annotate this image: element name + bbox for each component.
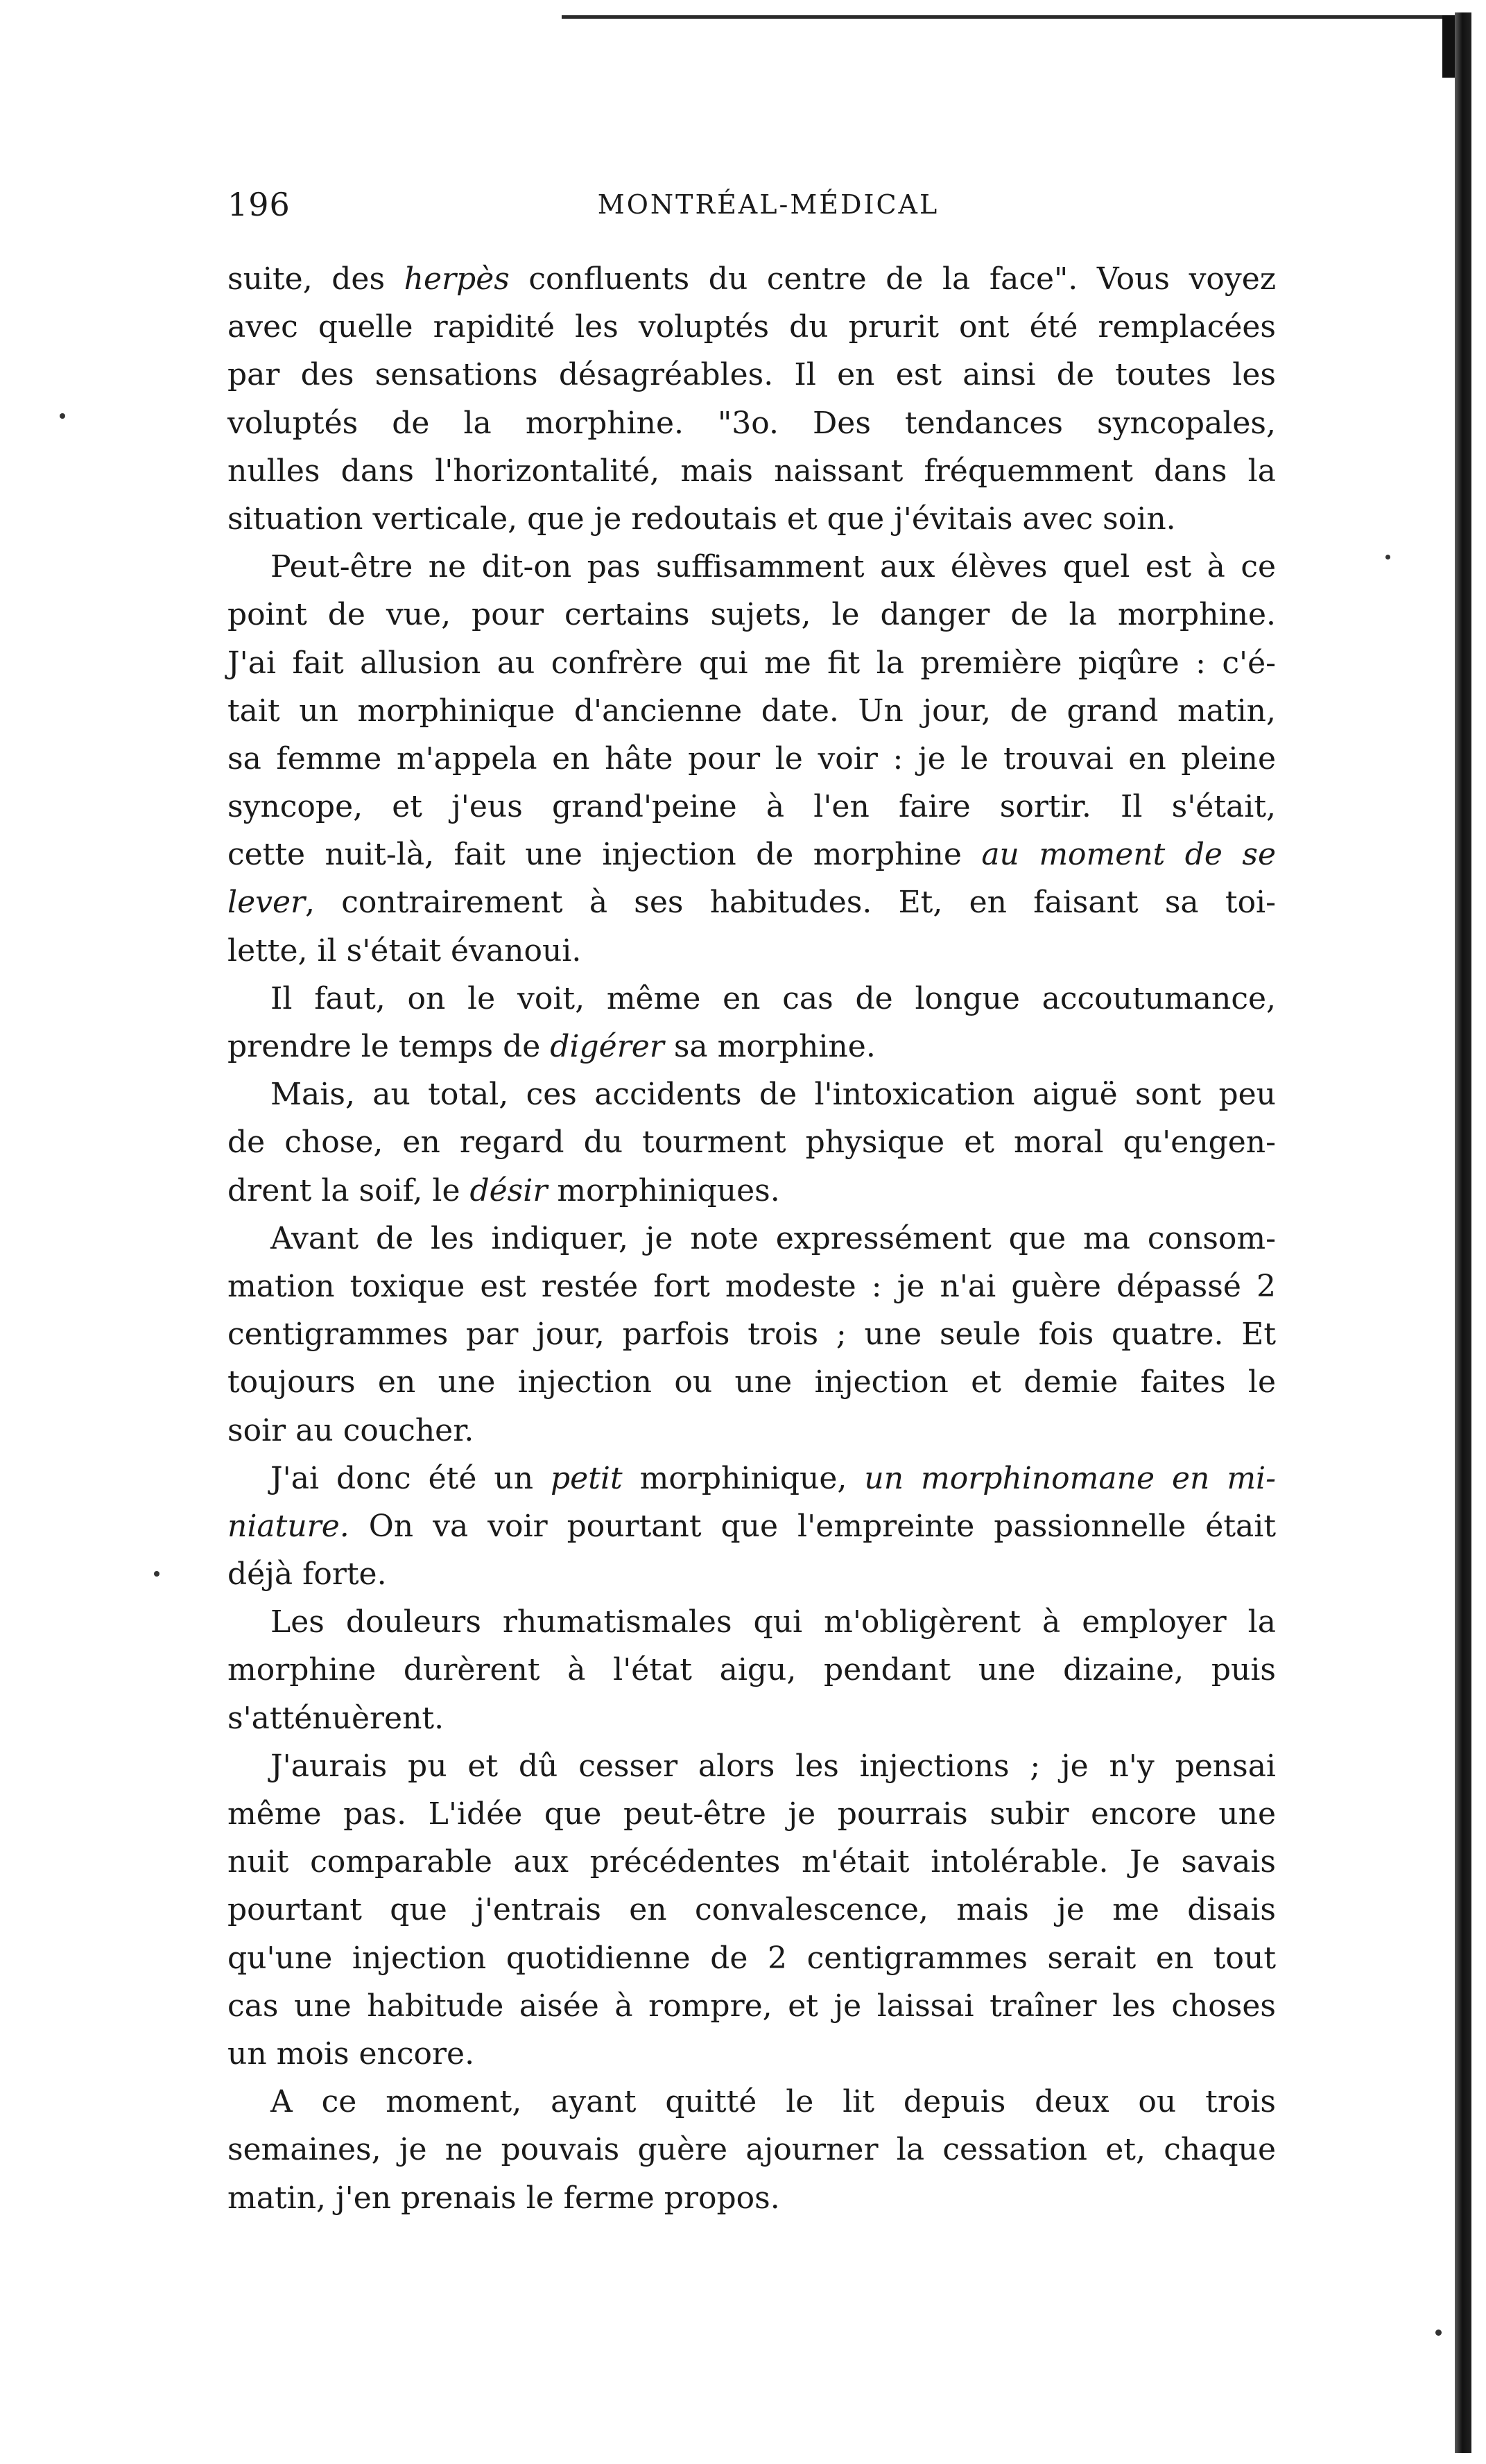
text-segment: morphinique, <box>622 1460 865 1496</box>
text-segment: morphine durèrent à l'état aigu, pendant une dizaine, puis <box>227 1652 1276 1688</box>
text-segment: s'atténuèrent. <box>227 1700 444 1736</box>
scan-speck <box>1385 555 1390 559</box>
text-segment: A ce moment, ayant quitté le lit depuis deux ou trois <box>270 2084 1276 2120</box>
scan-speck <box>154 1571 159 1577</box>
scan-speck <box>1435 2329 1442 2336</box>
text-segment: tait un morphinique d'ancienne date. Un jour, de grand matin, <box>227 693 1276 729</box>
text-segment: Peut-être ne dit-on pas suffisamment aux élèves quel est à ce <box>270 549 1276 585</box>
text-line <box>227 447 1276 495</box>
text-line <box>227 1646 1276 1694</box>
text-segment: confluents du centre de la face". Vous voyez <box>509 261 1276 297</box>
text-line <box>227 1215 1276 1263</box>
text-segment: par des sensations désagréables. Il en est ainsi de toutes les <box>227 357 1276 393</box>
text-segment: qu'une injection quotidienne de 2 centigrammes serait en tout <box>227 1940 1276 1976</box>
text-segment: morphiniques. <box>547 1172 780 1208</box>
text-line <box>227 1790 1276 1838</box>
scan-top-rule <box>562 15 1449 19</box>
text-segment: Mais, au total, ces accidents de l'intoxication aiguë sont peu <box>270 1077 1276 1113</box>
text-segment: un mois encore. <box>227 2036 475 2072</box>
text-line <box>227 1694 1276 1742</box>
text-segment: nulles dans l'horizontalité, mais naissant fréquemment dans la <box>227 453 1276 489</box>
text-line <box>227 495 1276 543</box>
text-segment: semaines, je ne pouvais guère ajourner la cessation et, chaque <box>227 2132 1276 2168</box>
italic-text: petit <box>551 1460 623 1496</box>
text-segment: toujours en une injection ou une injection et demie faites le <box>227 1364 1276 1400</box>
text-line <box>227 2174 1276 2222</box>
text-segment: matin, j'en prenais le ferme propos. <box>227 2180 780 2216</box>
text-line <box>227 2030 1276 2078</box>
text-line <box>227 2078 1276 2126</box>
text-line <box>227 927 1276 975</box>
scan-speck <box>60 413 65 419</box>
text-line <box>227 831 1276 878</box>
text-line <box>227 878 1276 926</box>
text-segment: cette nuit-là, fait une injection de morphine <box>227 837 982 873</box>
text-line <box>227 1118 1276 1166</box>
text-segment: centigrammes par jour, parfois trois ; une seule fois quatre. Et <box>227 1317 1276 1353</box>
italic-text: désir <box>469 1172 548 1208</box>
text-segment: J'aurais pu et dû cesser alors les injections ; je n'y pensai <box>270 1748 1276 1784</box>
scan-right-edge <box>1455 12 1471 2453</box>
running-head: MONTRÉAL-MÉDICAL <box>597 189 940 220</box>
text-line <box>227 1023 1276 1070</box>
text-line <box>227 591 1276 639</box>
text-segment: mation toxique est restée fort modeste : je n'ai guère dépassé 2 <box>227 1268 1276 1304</box>
text-segment: lette, il s'était évanoui. <box>227 932 582 969</box>
text-line <box>227 1455 1276 1502</box>
text-segment: syncope, et j'eus grand'peine à l'en faire sortir. Il s'était, <box>227 789 1276 825</box>
text-line <box>227 1263 1276 1310</box>
text-line <box>227 1502 1276 1550</box>
text-line <box>227 543 1276 591</box>
text-line <box>227 1838 1276 1886</box>
text-segment: Les douleurs rhumatismales qui m'obligèrent à employer la <box>270 1604 1276 1640</box>
text-line <box>227 1934 1276 1982</box>
text-segment: déjà forte. <box>227 1556 387 1593</box>
text-line <box>227 783 1276 831</box>
text-segment: J'ai donc été un <box>270 1460 551 1496</box>
text-line <box>227 1982 1276 2030</box>
text-line <box>227 1886 1276 1934</box>
text-segment: de chose, en regard du tourment physique et moral qu'engen- <box>227 1125 1276 1161</box>
text-line <box>227 255 1276 303</box>
text-line <box>227 1310 1276 1358</box>
text-segment: sa morphine. <box>664 1029 876 1064</box>
text-line <box>227 1407 1276 1455</box>
text-segment: Il faut, on le voit, même en cas de longue accoutumance, <box>270 980 1276 1016</box>
text-segment: cas une habitude aisée à rompre, et je laissai traîner les choses <box>227 1988 1276 2024</box>
body-text <box>227 255 1276 2222</box>
text-segment: situation verticale, que je redoutais et que j'évitais avec soin. <box>227 501 1176 537</box>
text-line <box>227 303 1276 351</box>
text-segment: même pas. L'idée que peut-être je pourrais subir encore une <box>227 1796 1276 1832</box>
text-segment: Avant de les indiquer, je note expressément que ma consom- <box>270 1220 1276 1256</box>
italic-text: lever <box>227 885 306 921</box>
text-segment: prendre le temps de <box>227 1029 551 1064</box>
italic-text: un morphinomane en mi- <box>864 1460 1276 1496</box>
text-segment: voluptés de la morphine. "3o. Des tendances syncopales, <box>227 405 1276 441</box>
text-segment: sa femme m'appela en hâte pour le voir : je le trouvai en pleine <box>227 740 1276 776</box>
italic-text: niature. <box>227 1508 349 1544</box>
text-line <box>227 735 1276 783</box>
text-segment: On va voir pourtant que l'empreinte passionnelle était <box>349 1508 1276 1544</box>
text-segment: nuit comparable aux précédentes m'était intolérable. Je savais <box>227 1844 1276 1880</box>
text-line <box>227 1167 1276 1215</box>
text-segment: J'ai fait allusion au confrère qui me fit la première piqûre : c'é- <box>227 645 1276 681</box>
text-line <box>227 1070 1276 1118</box>
text-segment: drent la soif, le <box>227 1172 470 1208</box>
text-line <box>227 399 1276 447</box>
italic-text: au moment de se <box>981 837 1276 873</box>
text-segment: avec quelle rapidité les voluptés du prurit ont été remplacées <box>227 309 1276 345</box>
text-segment: , contrairement à ses habitudes. Et, en faisant sa toi- <box>305 885 1276 921</box>
text-line <box>227 639 1276 687</box>
text-line <box>227 2126 1276 2174</box>
text-segment: suite, des <box>227 261 404 297</box>
text-line <box>227 1358 1276 1406</box>
italic-text: herpès <box>404 261 510 297</box>
page-header <box>227 177 1309 232</box>
text-line <box>227 1742 1276 1790</box>
text-line <box>227 1550 1276 1598</box>
text-line <box>227 687 1276 735</box>
text-segment: point de vue, pour certains sujets, le danger de la morphine. <box>227 597 1276 633</box>
text-line <box>227 1598 1276 1646</box>
text-segment: pourtant que j'entrais en convalescence, mais je me disais <box>227 1892 1276 1928</box>
italic-text: digérer <box>550 1029 664 1064</box>
text-line <box>227 351 1276 399</box>
page-number: 196 <box>227 186 291 223</box>
text-line <box>227 975 1276 1023</box>
text-segment: soir au coucher. <box>227 1412 474 1448</box>
